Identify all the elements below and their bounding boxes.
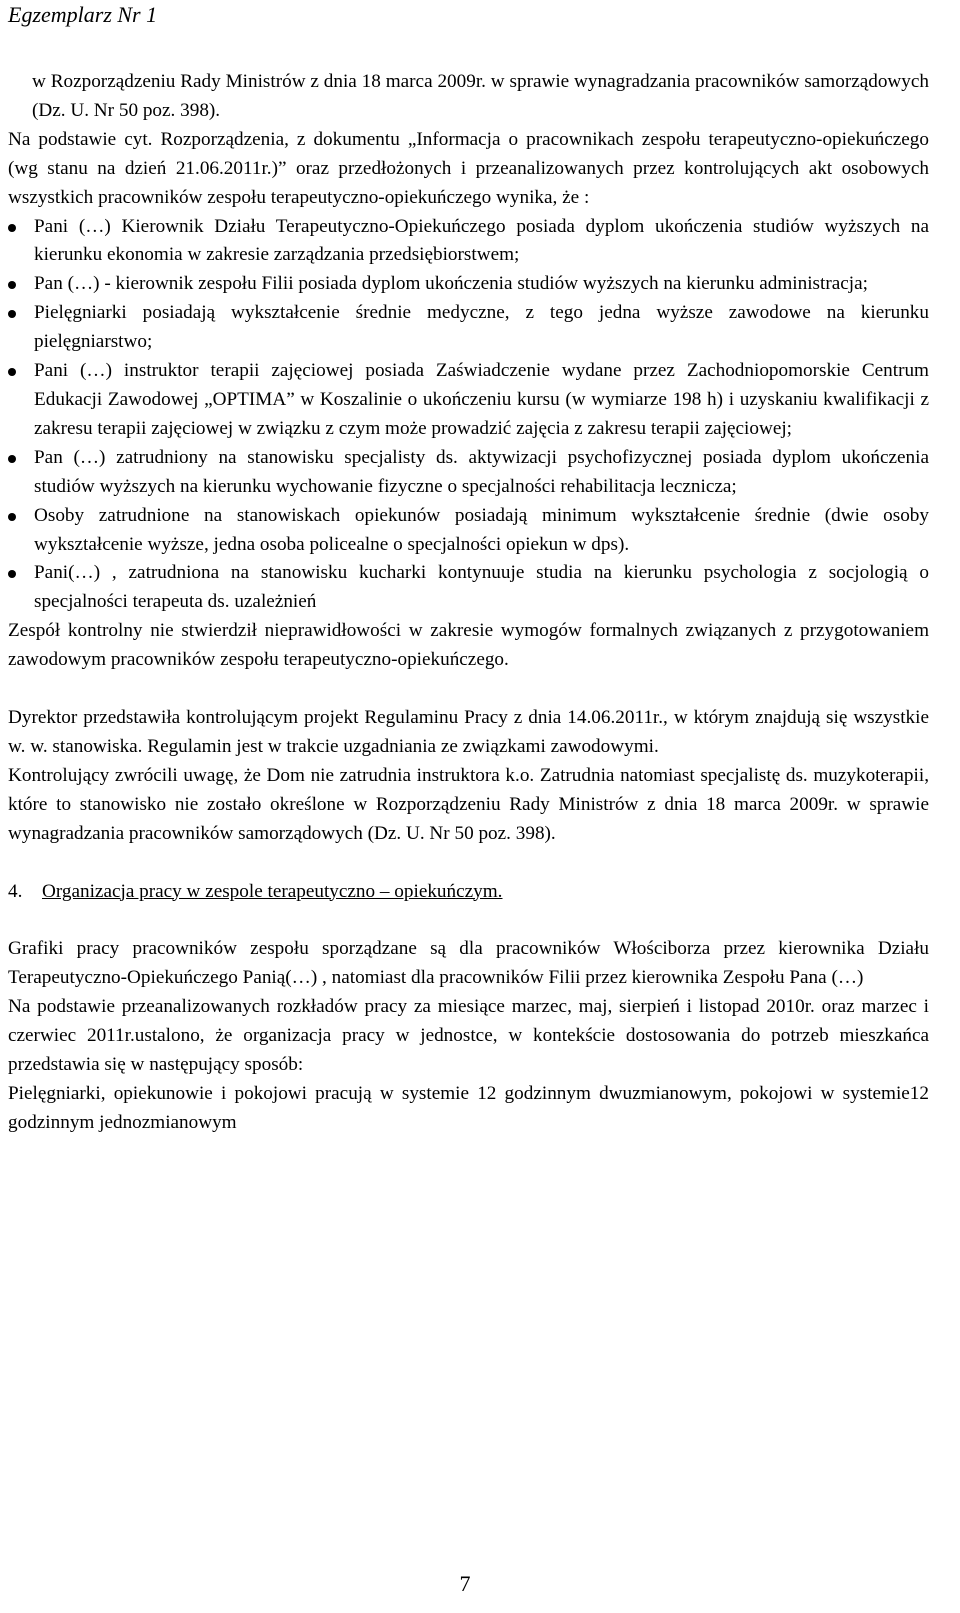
list-item-text: Pielęgniarki posiadają wykształcenie średnie medyczne, z tego jedna wyższe zawodowe na kierunku pielęgniarstwo; xyxy=(34,302,929,353)
section-number: 4. xyxy=(8,880,23,902)
page-number: 7 xyxy=(459,1571,471,1596)
bullet-icon xyxy=(8,570,16,578)
list-item-text: Pan (…) zatrudniony na stanowisku specjalisty ds. aktywizacji psychofizycznej posiada dyplom ukończenia studiów wyższych na kierunku wychowanie fizyczne o specjalności rehabilitacja lecznicza; xyxy=(34,446,929,497)
analysis-paragraph: Na podstawie przeanalizowanych rozkładów pracy za miesiące marzec, maj, sierpień i listopad 2010r. oraz marzec i czerwiec 2011r.ustalono, że organizacja pracy w jednostce, w kontekście dostosowania do potrzeb mieszkańca przedstawia się w następujący sposób: xyxy=(8,996,929,1076)
spacer xyxy=(8,675,929,704)
list-item-text: Pani (…) instruktor terapii zajęciowej posiada Zaświadczenie wydane przez Zachodniopomorskie Centrum Edukacji Zawodowej „OPTIMA” w Koszalinie o ukończeniu kursu (w wymiarze 198 h) i uzyskaniu kwalifikacji z zakresu terapii zajęciowej w związku z czym może prowadzić zajęcia z zakresu terapii zajęciowej; xyxy=(34,360,929,439)
bullet-icon xyxy=(8,281,16,289)
bullet-icon xyxy=(8,455,16,463)
bullet-icon xyxy=(8,513,16,521)
schedules-paragraph: Grafiki pracy pracowników zespołu sporządzane są dla pracowników Włościborza przez kierownika Działu Terapeutyczno-Opiekuńczego Panią(…) , natomiast dla pracowników Filii przez kierownika Zespołu Pana (…) xyxy=(8,938,929,989)
shifts-paragraph: Pielęgniarki, opiekunowie i pokojowi pracują w systemie 12 godzinnym dwuzmianowym, pokojowi w systemie12 godzinnym jednozmianowym xyxy=(8,1083,929,1133)
list-item xyxy=(8,270,929,299)
section-heading xyxy=(8,878,929,907)
director-paragraph: Dyrektor przedstawiła kontrolującym projekt Regulaminu Pracy z dnia 14.06.2011r., w którym znajdują się wszystkie w. w. stanowiska. Regulamin jest w trakcie uzgadniania ze związkami zawodowymi. xyxy=(8,707,929,757)
list-item xyxy=(8,299,929,357)
list-item xyxy=(8,502,929,560)
spacer xyxy=(8,849,929,878)
section-title: Organizacja pracy w zespole terapeutyczno – opiekuńczym. xyxy=(42,880,503,902)
document-header: Egzemplarz Nr 1 xyxy=(8,2,158,27)
bullet-icon xyxy=(8,310,16,318)
list-item-text: Pan (…) - kierownik zespołu Filii posiada dyplom ukończenia studiów wyższych na kierunku administracja; xyxy=(34,273,868,295)
inspectors-paragraph: Kontrolujący zwrócili uwagę, że Dom nie zatrudnia instruktora k.o. Zatrudnia natomiast specjalistę ds. muzykoterapii, które to stanowisko nie zostało określone w Rozporządzeniu Rady Ministrów z dnia 18 marca 2009r. w sprawie wynagradzania pracowników samorządowych (Dz. U. Nr 50 poz. 398). xyxy=(8,764,929,844)
bullet-icon xyxy=(8,224,16,232)
basis-paragraph: Na podstawie cyt. Rozporządzenia, z dokumentu „Informacja o pracownikach zespołu terapeutyczno-opiekuńczego (wg stanu na dzień 21.06.2011r.)” oraz przedłożonych i przeanalizowanych przez kontrolujących akt osobowych wszystkich pracowników zespołu terapeutyczno-opiekuńczego wynika, że : xyxy=(8,128,929,208)
list-item-text: Pani (…) Kierownik Działu Terapeutyczno-Opiekuńczego posiada dyplom ukończenia studiów wyższych na kierunku ekonomia w zakresie zarządzania przedsiębiorstwem; xyxy=(34,215,929,266)
conclusion-paragraph: Zespół kontrolny nie stwierdził nieprawidłowości w zakresie wymogów formalnych związanych z przygotowaniem zawodowym pracowników zespołu terapeutyczno-opiekuńczego. xyxy=(8,620,929,671)
intro-continuation: w Rozporządzeniu Rady Ministrów z dnia 18 marca 2009r. w sprawie wynagradzania pracowników samorządowych (Dz. U. Nr 50 poz. 398). xyxy=(32,71,929,121)
spacer xyxy=(8,906,929,935)
list-item xyxy=(8,559,929,617)
bullet-icon xyxy=(8,368,16,376)
list-item-text: Pani(…) , zatrudniona na stanowisku kucharki kontynuuje studia na kierunku psychologia z socjologią o specjalności terapeuta ds. uzależnień xyxy=(34,562,929,613)
list-item xyxy=(8,444,929,502)
list-item xyxy=(8,357,929,444)
qualifications-list xyxy=(8,213,929,618)
list-item-text: Osoby zatrudnione na stanowiskach opiekunów posiadają minimum wykształcenie średnie (dwie osoby wykształcenie wyższe, jedna osoba policealne o specjalności opiekun w dps). xyxy=(34,504,929,555)
document-body xyxy=(8,68,929,1138)
list-item xyxy=(8,213,929,271)
